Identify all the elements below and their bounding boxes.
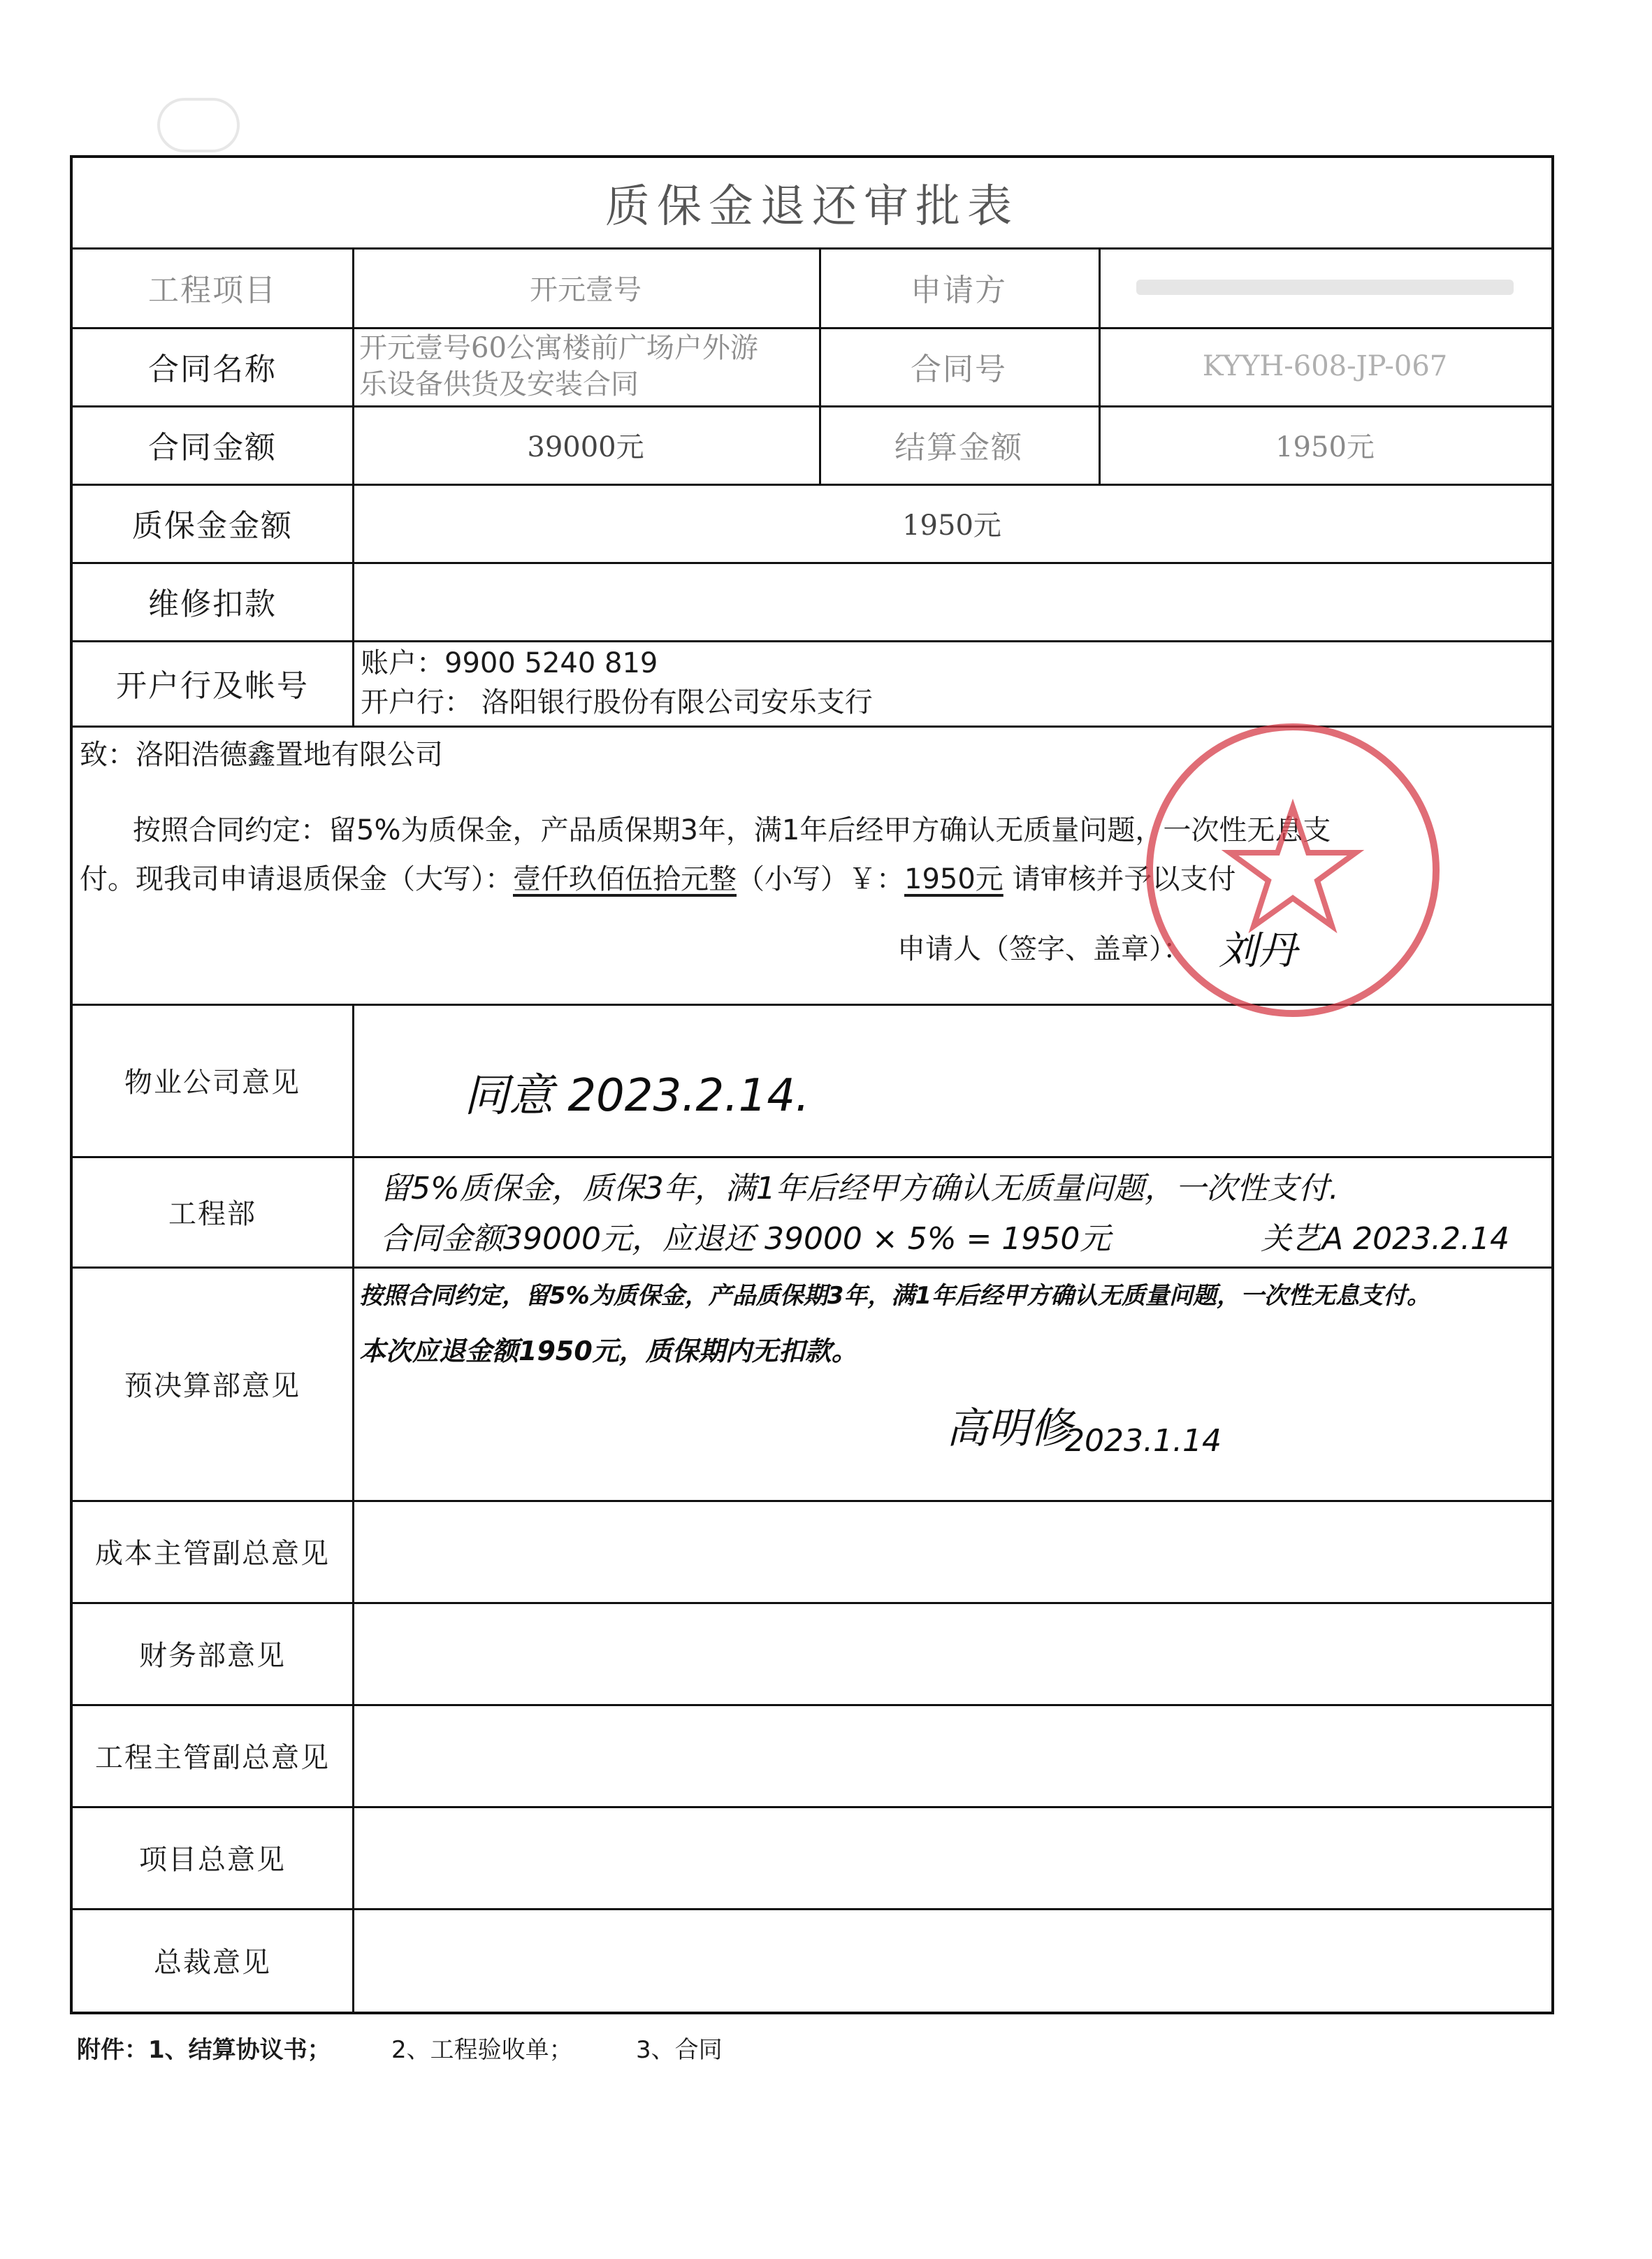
- body2-mid: （小写）￥：: [737, 863, 904, 895]
- faded-text-bar: [1136, 280, 1514, 295]
- budget-handwriting-line1: 按照合同约定，留5%为质保金，产品质保期3年，满1年后经甲方确认无质量问题，一次性无息支付。: [359, 1282, 1431, 1310]
- engineering-vp-opinion-label: 工程主管副总意见: [95, 1741, 330, 1774]
- seal-star-icon: [1153, 730, 1433, 1010]
- attachment-3: 3、合同: [636, 2036, 723, 2064]
- budget-signature: 高明修: [946, 1404, 1072, 1453]
- amount-in-words: 壹仟玖佰伍拾元整: [513, 863, 737, 895]
- applicant-value-faded: [1099, 247, 1551, 327]
- company-seal: [1146, 723, 1440, 1017]
- letter-recipient: 致：洛阳浩德鑫置地有限公司: [80, 739, 443, 771]
- applicant-label: 申请方: [911, 273, 1007, 308]
- project-label: 工程项目: [148, 273, 277, 308]
- contract-amount-value: 39000元: [527, 431, 644, 463]
- contract-name-value: [352, 327, 819, 405]
- contract-no-label: 合同号: [911, 352, 1007, 387]
- property-opinion-handwriting: 同意 2023.2.14.: [464, 1070, 810, 1122]
- engineering-handwriting-line2: 合同金额39000元，应退还 39000 × 5% = 1950元: [380, 1221, 1111, 1257]
- budget-handwriting-line2: 本次应退金额1950元，质保期内无扣款。: [359, 1336, 858, 1366]
- amount-in-figures: 1950元: [904, 863, 1003, 895]
- property-opinion-label: 物业公司意见: [124, 1066, 300, 1099]
- contract-no-value: KYYH-608-JP-067: [1202, 350, 1448, 382]
- approval-form-table: [70, 155, 1554, 2014]
- project-gm-opinion-label: 项目总意见: [139, 1843, 286, 1876]
- applicant-signature: 刘丹: [1219, 928, 1297, 974]
- project-value: 开元壹号: [530, 273, 642, 306]
- warranty-amount-value: 1950元: [902, 509, 1001, 542]
- applicant-signature-label: 申请人（签字、盖章）：: [897, 933, 1191, 965]
- cost-vp-opinion-label: 成本主管副总意见: [95, 1537, 330, 1570]
- engineering-label: 工程部: [168, 1197, 256, 1230]
- engineering-handwriting-line1: 留5%质保金，质保3年，满1年后经甲方确认无质量问题，一次性支付.: [380, 1171, 1339, 1206]
- repair-deduction-label: 维修扣款: [148, 586, 277, 622]
- settle-amount-value: 1950元: [1275, 431, 1375, 463]
- bank-name: 开户行： 洛阳银行股份有限公司安乐支行: [361, 686, 873, 719]
- warranty-amount-label: 质保金金额: [132, 508, 293, 544]
- contract-name-label: 合同名称: [148, 352, 277, 387]
- finance-opinion-label: 财务部意见: [139, 1639, 286, 1672]
- letter-body-line1: 按照合同约定：留5%为质保金，产品质保期3年，满1年后经甲方确认无质量问题，一次性无息支: [133, 814, 1331, 846]
- letter-body-line2: [80, 857, 1236, 897]
- contract-amount-label: 合同金额: [148, 430, 277, 465]
- account-number: 账户：9900 5240 819: [361, 647, 658, 679]
- contract-name-line2: 乐设备供货及安装合同: [359, 368, 639, 400]
- president-opinion-label: 总裁意见: [154, 1946, 271, 1979]
- bank-label: 开户行及帐号: [116, 668, 309, 704]
- body2-suffix: 请审核并予以支付: [1003, 863, 1236, 895]
- budget-date: 2023.1.14: [1065, 1423, 1222, 1459]
- attachment-1: 附件：1、结算协议书；: [77, 2036, 331, 2064]
- attachment-2: 2、工程验收单；: [391, 2036, 573, 2064]
- settle-amount-label: 结算金额: [894, 430, 1023, 465]
- form-title: 质保金退还审批表: [605, 181, 1019, 233]
- faint-logo: [157, 98, 240, 152]
- body2-prefix: 付。现我司申请退质保金（大写）：: [80, 863, 513, 895]
- bank-info: [352, 640, 1551, 726]
- engineering-signature: 关艺A 2023.2.14: [1261, 1221, 1510, 1257]
- contract-name-line1: 开元壹号60公寓楼前广场户外游: [359, 332, 758, 364]
- budget-opinion-label: 预决算部意见: [124, 1369, 300, 1402]
